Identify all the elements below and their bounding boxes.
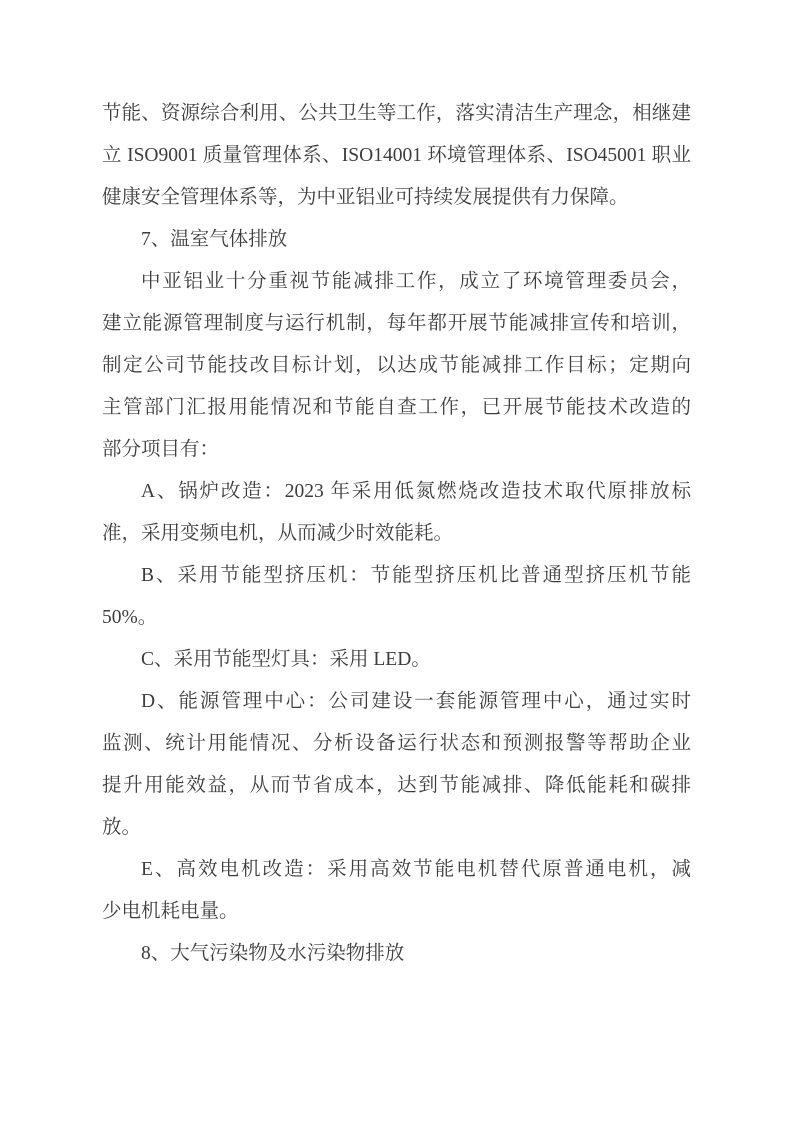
text-line: 部分项目有： [102, 439, 220, 460]
text-line: 监测、统计用能情况、分析设备运行状态和预测报警等帮助企业 [102, 733, 691, 754]
text-line: 7、温室气体排放 [141, 229, 288, 250]
text-line: 50%。 [102, 607, 158, 628]
body-paragraph [102, 681, 691, 849]
text-line: 健康安全管理体系等，为中亚铝业可持续发展提供有力保障。 [102, 187, 629, 208]
body-paragraph [102, 261, 691, 471]
text-line: A、锅炉改造：2023 年采用低氮燃烧改造技术取代原排放标 [141, 481, 691, 502]
text-line: 中亚铝业十分重视节能减排工作，成立了环境管理委员会， [141, 271, 691, 292]
text-line: 制定公司节能技改目标计划，以达成节能减排工作目标；定期向 [102, 355, 691, 376]
body-paragraph [102, 471, 691, 555]
text-line: E、高效电机改造：采用高效节能电机替代原普通电机，减 [141, 859, 691, 880]
text-line: B、采用节能型挤压机：节能型挤压机比普通型挤压机节能 [141, 565, 691, 586]
text-line: 8、大气污染物及水污染物排放 [141, 943, 405, 964]
text-line: 放。 [102, 817, 142, 838]
text-line: 主管部门汇报用能情况和节能自查工作，已开展节能技术改造的 [102, 397, 691, 418]
body-paragraph [102, 639, 691, 681]
text-line: 节能、资源综合利用、公共卫生等工作，落实清洁生产理念，相继建 [102, 103, 691, 124]
body-paragraph [102, 849, 691, 933]
text-line: 少电机耗电量。 [102, 901, 239, 922]
text-line: 建立能源管理制度与运行机制，每年都开展节能减排宣传和培训， [102, 313, 691, 334]
text-line: 准，采用变频电机，从而减少时效能耗。 [102, 523, 454, 544]
body-paragraph [102, 555, 691, 639]
body-paragraph [102, 93, 691, 219]
heading-paragraph [102, 219, 691, 261]
text-line: D、能源管理中心：公司建设一套能源管理中心，通过实时 [141, 691, 691, 712]
text-line: 提升用能效益，从而节省成本，达到节能减排、降低能耗和碳排 [102, 775, 691, 796]
text-line: 立 ISO9001 质量管理体系、ISO14001 环境管理体系、ISO45001 职业 [102, 145, 691, 166]
heading-paragraph [102, 933, 691, 975]
text-line: C、采用节能型灯具：采用 LED。 [141, 649, 431, 670]
document-content [102, 93, 691, 975]
